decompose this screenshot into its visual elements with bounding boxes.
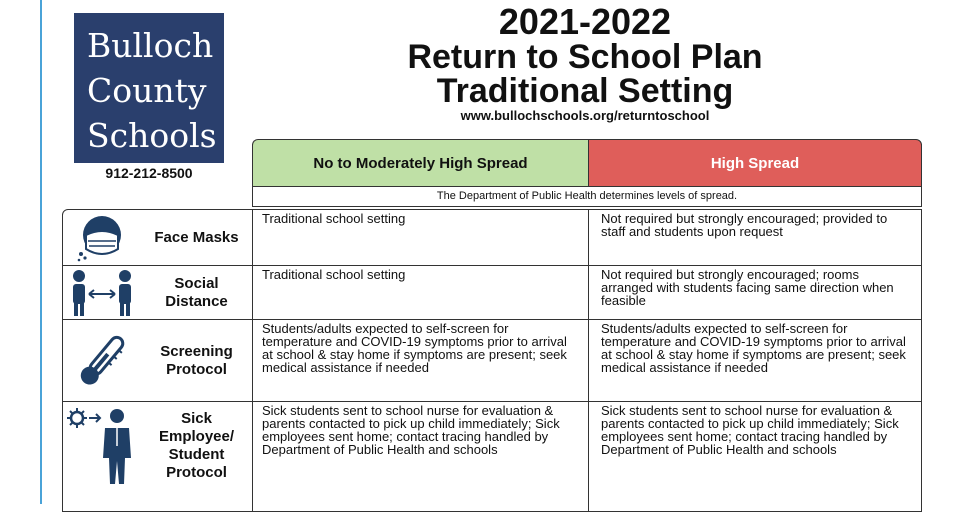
- logo-line-2: County: [87, 71, 207, 110]
- row-label: Sick Employee/ Student Protocol: [158, 410, 235, 481]
- cell-low-spread: Sick students sent to school nurse for evaluation & parents contacted to pick up child immediately; Sick employees sent home; contact tracing handled by Department of Public Health and schools: [252, 402, 589, 511]
- page-title: [250, 1, 920, 124]
- logo-line-3: Schools: [87, 116, 217, 155]
- cell-high-spread: Sick students sent to school nurse for evaluation & parents contacted to pick up child immediately; Sick employees sent home; contact tracing handled by Department of Public Health and schools: [601, 403, 899, 457]
- row-label-cell: [63, 266, 253, 319]
- district-logo: [74, 13, 224, 163]
- title-line-1: Return to School Plan: [407, 38, 763, 76]
- cell-high-spread: Students/adults expected to self-screen for temperature and COVID-19 symptoms prior to arrival at school & stay home if symptoms are present; seek medical assistance if needed: [601, 321, 906, 375]
- row-label: Face Masks: [154, 228, 239, 246]
- logo-line-1: Bulloch: [87, 26, 214, 65]
- row-label-cell: [63, 210, 253, 265]
- cell-high-spread: Not required but strongly encouraged; rooms arranged with students facing same direction when feasible: [601, 267, 894, 308]
- cell-low-spread: Traditional school setting: [252, 210, 589, 265]
- row-label-cell: [63, 402, 253, 511]
- table-row: [62, 402, 922, 512]
- title-line-2: Traditional Setting: [436, 72, 734, 110]
- table-row: [62, 209, 922, 266]
- cell-low-spread: Students/adults expected to self-screen for temperature and COVID-19 symptoms prior to arrival at school & stay home if symptoms are present; seek medical assistance if needed: [252, 320, 589, 401]
- table-row: [62, 266, 922, 320]
- left-edge-line: [40, 0, 42, 504]
- phone-number: 912-212-8500: [105, 165, 193, 181]
- plan-url-link[interactable]: www.bullochschools.org/returntoschool: [460, 108, 710, 123]
- level-header-high: High Spread: [588, 139, 922, 187]
- row-label: Social Distance: [165, 274, 228, 310]
- row-label-cell: [63, 320, 253, 401]
- thermometer-icon: [67, 330, 137, 392]
- table-row: [62, 320, 922, 402]
- sick-person-icon: [67, 406, 137, 486]
- social-distance-icon: [67, 269, 137, 317]
- spread-note: The Department of Public Health determines levels of spread.: [252, 187, 922, 207]
- title-year: 2021-2022: [498, 1, 672, 42]
- level-header-low: No to Moderately High Spread: [252, 139, 588, 187]
- row-label: Screening Protocol: [160, 342, 233, 378]
- cell-high-spread: Not required but strongly encouraged; provided to staff and students upon request: [601, 211, 888, 239]
- cell-low-spread: Traditional school setting: [252, 266, 589, 319]
- face-mask-icon: [67, 213, 137, 263]
